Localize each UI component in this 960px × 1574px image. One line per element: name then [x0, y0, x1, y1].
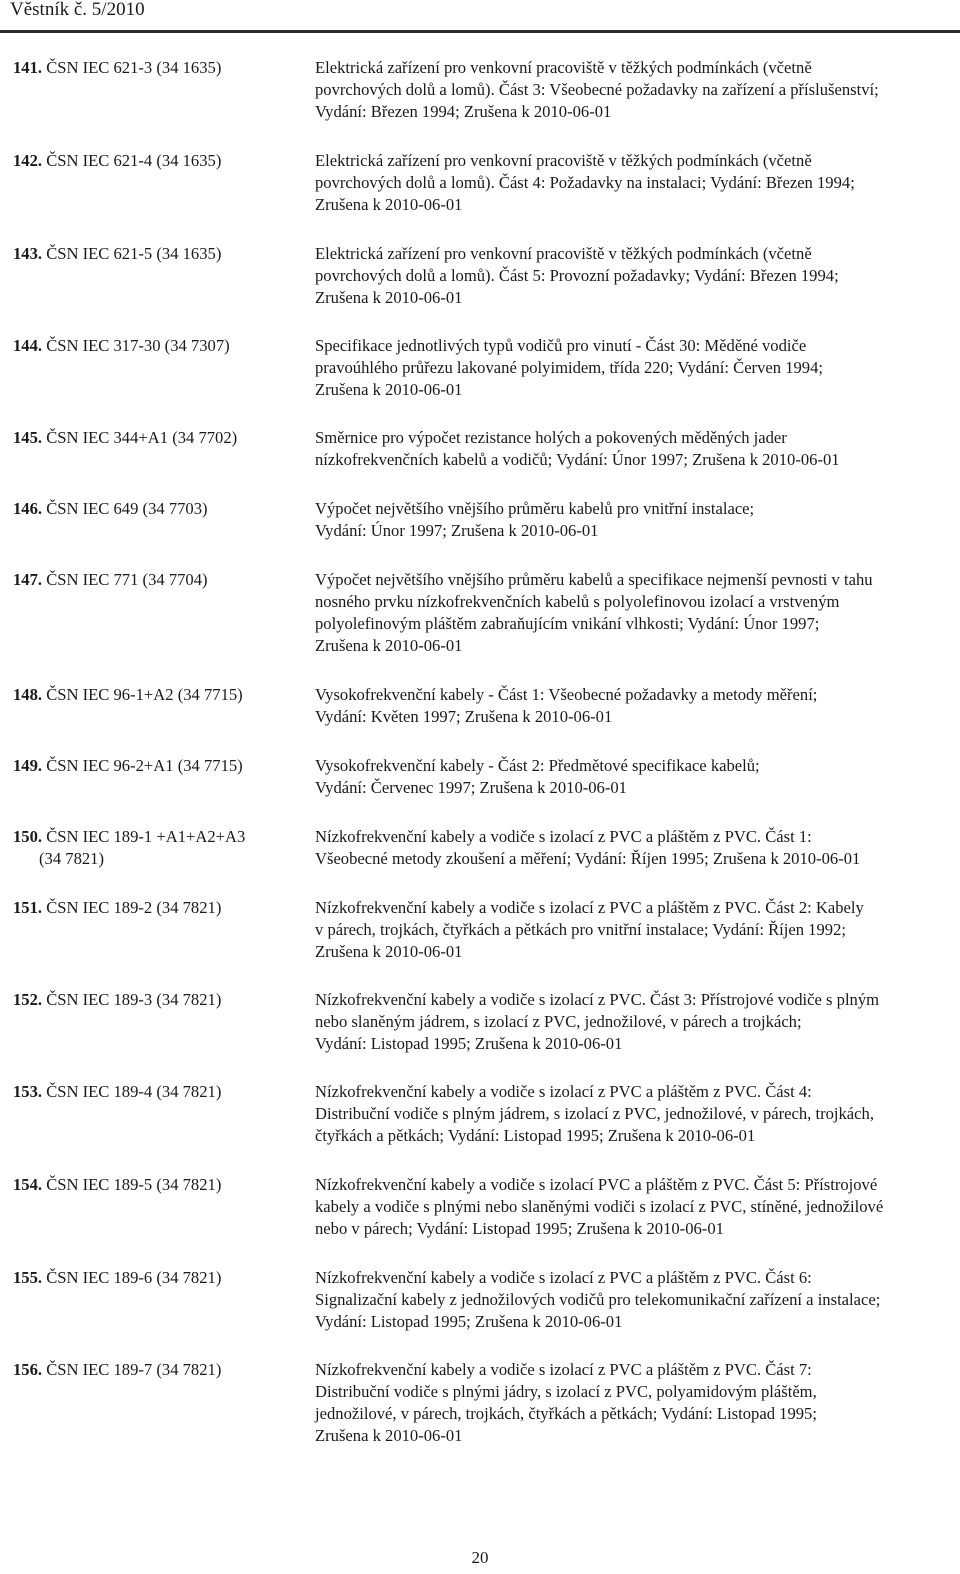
entry-standard-code: ČSN IEC 621-3 (34 1635) [46, 58, 222, 77]
entry-number: 155. [13, 1268, 43, 1287]
entry-description-line: Vydání: Únor 1997; Zrušena k 2010-06-01 [315, 521, 599, 540]
entry-description-line: polyolefinovým pláštěm zabraňujícím vnikání vlhkosti; Vydání: Únor 1997; [315, 614, 820, 633]
entry-number: 146. [13, 499, 43, 518]
entry-description [315, 1081, 955, 1147]
entry-description-line: Zrušena k 2010-06-01 [315, 288, 463, 307]
entry-description-line: povrchových dolů a lomů). Část 5: Provozní požadavky; Vydání: Březen 1994; [315, 266, 839, 285]
entry-standard-code: ČSN IEC 621-5 (34 1635) [46, 244, 222, 263]
entry-code [13, 755, 313, 777]
entry-description [315, 1174, 955, 1240]
entry-standard-code: ČSN IEC 621-4 (34 1635) [46, 151, 222, 170]
entry-standard-code: ČSN IEC 649 (34 7703) [46, 499, 208, 518]
header-rule [0, 30, 960, 33]
entry-description-line: povrchových dolů a lomů). Část 4: Požadavky na instalaci; Vydání: Březen 1994; [315, 173, 855, 192]
entry-description-line: povrchových dolů a lomů). Část 3: Všeobecné požadavky na zařízení a příslušenství; [315, 80, 879, 99]
entry-description [315, 243, 955, 309]
entry-description-line: Nízkofrekvenční kabely a vodiče s izolací z PVC a pláštěm z PVC. Část 2: Kabely [315, 898, 864, 917]
entry-description-line: Zrušena k 2010-06-01 [315, 1426, 463, 1445]
page-number: 20 [471, 1548, 489, 1567]
entry-number: 143. [13, 244, 43, 263]
entry-standard-code: ČSN IEC 189-1 +A1+A2+A3 [46, 827, 246, 846]
entry-description-line: Zrušena k 2010-06-01 [315, 195, 463, 214]
entry-code [13, 826, 313, 870]
entry-code [13, 57, 313, 79]
entry-standard-code: ČSN IEC 96-1+A2 (34 7715) [46, 685, 243, 704]
entry-standard-code: ČSN IEC 189-4 (34 7821) [46, 1082, 222, 1101]
entry-description-line: Zrušena k 2010-06-01 [315, 636, 463, 655]
entry-description-line: Vydání: Listopad 1995; Zrušena k 2010-06-01 [315, 1312, 623, 1331]
entry-description-line: Signalizační kabely z jednožilových vodičů pro telekomunikační zařízení a instalace; [315, 1290, 881, 1309]
entry-standard-code: ČSN IEC 317-30 (34 7307) [46, 336, 230, 355]
entry-description-line: Výpočet největšího vnějšího průměru kabelů pro vnitřní instalace; [315, 499, 755, 518]
entry-description [315, 684, 955, 728]
entry-description-line: Nízkofrekvenční kabely a vodiče s izolací z PVC a pláštěm z PVC. Část 1: [315, 827, 812, 846]
entry-description-line: Zrušena k 2010-06-01 [315, 942, 463, 961]
entry-code [13, 1081, 313, 1103]
entry-standard-code: ČSN IEC 189-5 (34 7821) [46, 1175, 222, 1194]
entry-description-line: Zrušena k 2010-06-01 [315, 380, 463, 399]
entry-description [315, 569, 955, 657]
entry-standard-code: ČSN IEC 189-2 (34 7821) [46, 898, 222, 917]
entry-description [315, 427, 955, 471]
entry-number: 148. [13, 685, 43, 704]
entry-description-line: Distribuční vodiče s plnými jádry, s izolací z PVC, polyamidovým pláštěm, [315, 1382, 817, 1401]
entry-standard-code: ČSN IEC 189-7 (34 7821) [46, 1360, 222, 1379]
entry-number: 145. [13, 428, 43, 447]
entry-code [13, 1267, 313, 1289]
entry-description [315, 989, 955, 1055]
entry-description [315, 826, 955, 870]
entry-description-line: nízkofrekvenčních kabelů a vodičů; Vydání: Únor 1997; Zrušena k 2010-06-01 [315, 450, 840, 469]
entry-number: 150. [13, 827, 43, 846]
entry-description-line: Výpočet největšího vnějšího průměru kabelů a specifikace nejmenší pevnosti v tahu [315, 570, 873, 589]
entry-standard-code: ČSN IEC 771 (34 7704) [46, 570, 208, 589]
entry-number: 151. [13, 898, 43, 917]
entry-number: 156. [13, 1360, 43, 1379]
page-header-title: Věstník č. 5/2010 [10, 0, 145, 20]
entry-code [13, 427, 313, 449]
entry-code [13, 243, 313, 265]
entry-number: 144. [13, 336, 43, 355]
entry-number: 153. [13, 1082, 43, 1101]
entry-code [13, 684, 313, 706]
entry-standard-code-continuation: (34 7821) [39, 849, 104, 868]
entry-description-line: Vydání: Listopad 1995; Zrušena k 2010-06-01 [315, 1034, 623, 1053]
entry-code [13, 569, 313, 591]
entry-description [315, 335, 955, 401]
entry-description-line: Směrnice pro výpočet rezistance holých a pokovených měděných jader [315, 428, 787, 447]
entry-description-line: nosného prvku nízkofrekvenčních kabelů s polyolefinovou izolací a vrstveným [315, 592, 840, 611]
entry-description-line: Vysokofrekvenční kabely - Část 1: Všeobecné požadavky a metody měření; [315, 685, 818, 704]
entry-standard-code: ČSN IEC 96-2+A1 (34 7715) [46, 756, 243, 775]
entry-description [315, 1359, 955, 1447]
entry-number: 154. [13, 1175, 43, 1194]
entry-description [315, 1267, 955, 1333]
entry-code [13, 150, 313, 172]
entry-description-line: v párech, trojkách, čtyřkách a pětkách pro vnitřní instalace; Vydání: Říjen 1992; [315, 920, 846, 939]
entry-standard-code: ČSN IEC 189-3 (34 7821) [46, 990, 222, 1009]
entry-description-line: Elektrická zařízení pro venkovní pracoviště v těžkých podmínkách (včetně [315, 244, 812, 263]
entry-description [315, 755, 955, 799]
entry-description-line: Nízkofrekvenční kabely a vodiče s izolací PVC a pláštěm z PVC. Část 5: Přístrojové [315, 1175, 878, 1194]
entry-description [315, 57, 955, 123]
entry-description-line: čtyřkách a pětkách; Vydání: Listopad 1995; Zrušena k 2010-06-01 [315, 1126, 756, 1145]
entry-code [13, 1174, 313, 1196]
entry-number: 142. [13, 151, 43, 170]
entry-number: 141. [13, 58, 43, 77]
entry-description-line: Nízkofrekvenční kabely a vodiče s izolací z PVC a pláštěm z PVC. Část 4: [315, 1082, 812, 1101]
entry-description [315, 150, 955, 216]
entry-description-line: Nízkofrekvenční kabely a vodiče s izolací z PVC a pláštěm z PVC. Část 7: [315, 1360, 812, 1379]
entry-description-line: Všeobecné metody zkoušení a měření; Vydání: Říjen 1995; Zrušena k 2010-06-01 [315, 849, 861, 868]
entry-number: 152. [13, 990, 43, 1009]
entry-description-line: Vydání: Květen 1997; Zrušena k 2010-06-01 [315, 707, 613, 726]
entry-description-line: Vysokofrekvenční kabely - Část 2: Předmětové specifikace kabelů; [315, 756, 760, 775]
entry-code [13, 498, 313, 520]
entry-description-line: jednožilové, v párech, trojkách, čtyřkách a pětkách; Vydání: Listopad 1995; [315, 1404, 817, 1423]
entry-standard-code: ČSN IEC 344+A1 (34 7702) [46, 428, 238, 447]
entry-description-line: kabely a vodiče s plnými nebo slaněnými vodiči s izolací z PVC, stíněné, jednožilové [315, 1197, 884, 1216]
entry-description-line: nebo v párech; Vydání: Listopad 1995; Zrušena k 2010-06-01 [315, 1219, 724, 1238]
entry-description-line: Elektrická zařízení pro venkovní pracoviště v těžkých podmínkách (včetně [315, 58, 812, 77]
entry-description-line: Nízkofrekvenční kabely a vodiče s izolací z PVC. Část 3: Přístrojové vodiče s plným [315, 990, 880, 1009]
entry-code [13, 335, 313, 357]
entry-description [315, 498, 955, 542]
entry-code [13, 989, 313, 1011]
entry-description-line: Nízkofrekvenční kabely a vodiče s izolací z PVC a pláštěm z PVC. Část 6: [315, 1268, 812, 1287]
entry-description-line: Specifikace jednotlivých typů vodičů pro vinutí - Část 30: Měděné vodiče [315, 336, 807, 355]
entry-description-line: nebo slaněným jádrem, s izolací z PVC, jednožilové, v párech a trojkách; [315, 1012, 802, 1031]
entry-code [13, 897, 313, 919]
entry-description-line: Elektrická zařízení pro venkovní pracoviště v těžkých podmínkách (včetně [315, 151, 812, 170]
entry-description-line: Distribuční vodiče s plným jádrem, s izolací z PVC, jednožilové, v párech, trojkách, [315, 1104, 874, 1123]
entry-code [13, 1359, 313, 1381]
entry-description-line: pravoúhlého průřezu lakované polyimidem, třída 220; Vydání: Červen 1994; [315, 358, 823, 377]
entry-standard-code: ČSN IEC 189-6 (34 7821) [46, 1268, 222, 1287]
entry-number: 149. [13, 756, 43, 775]
entry-description-line: Vydání: Březen 1994; Zrušena k 2010-06-01 [315, 102, 612, 121]
entry-number: 147. [13, 570, 43, 589]
entry-description [315, 897, 955, 963]
entry-description-line: Vydání: Červenec 1997; Zrušena k 2010-06-01 [315, 778, 627, 797]
